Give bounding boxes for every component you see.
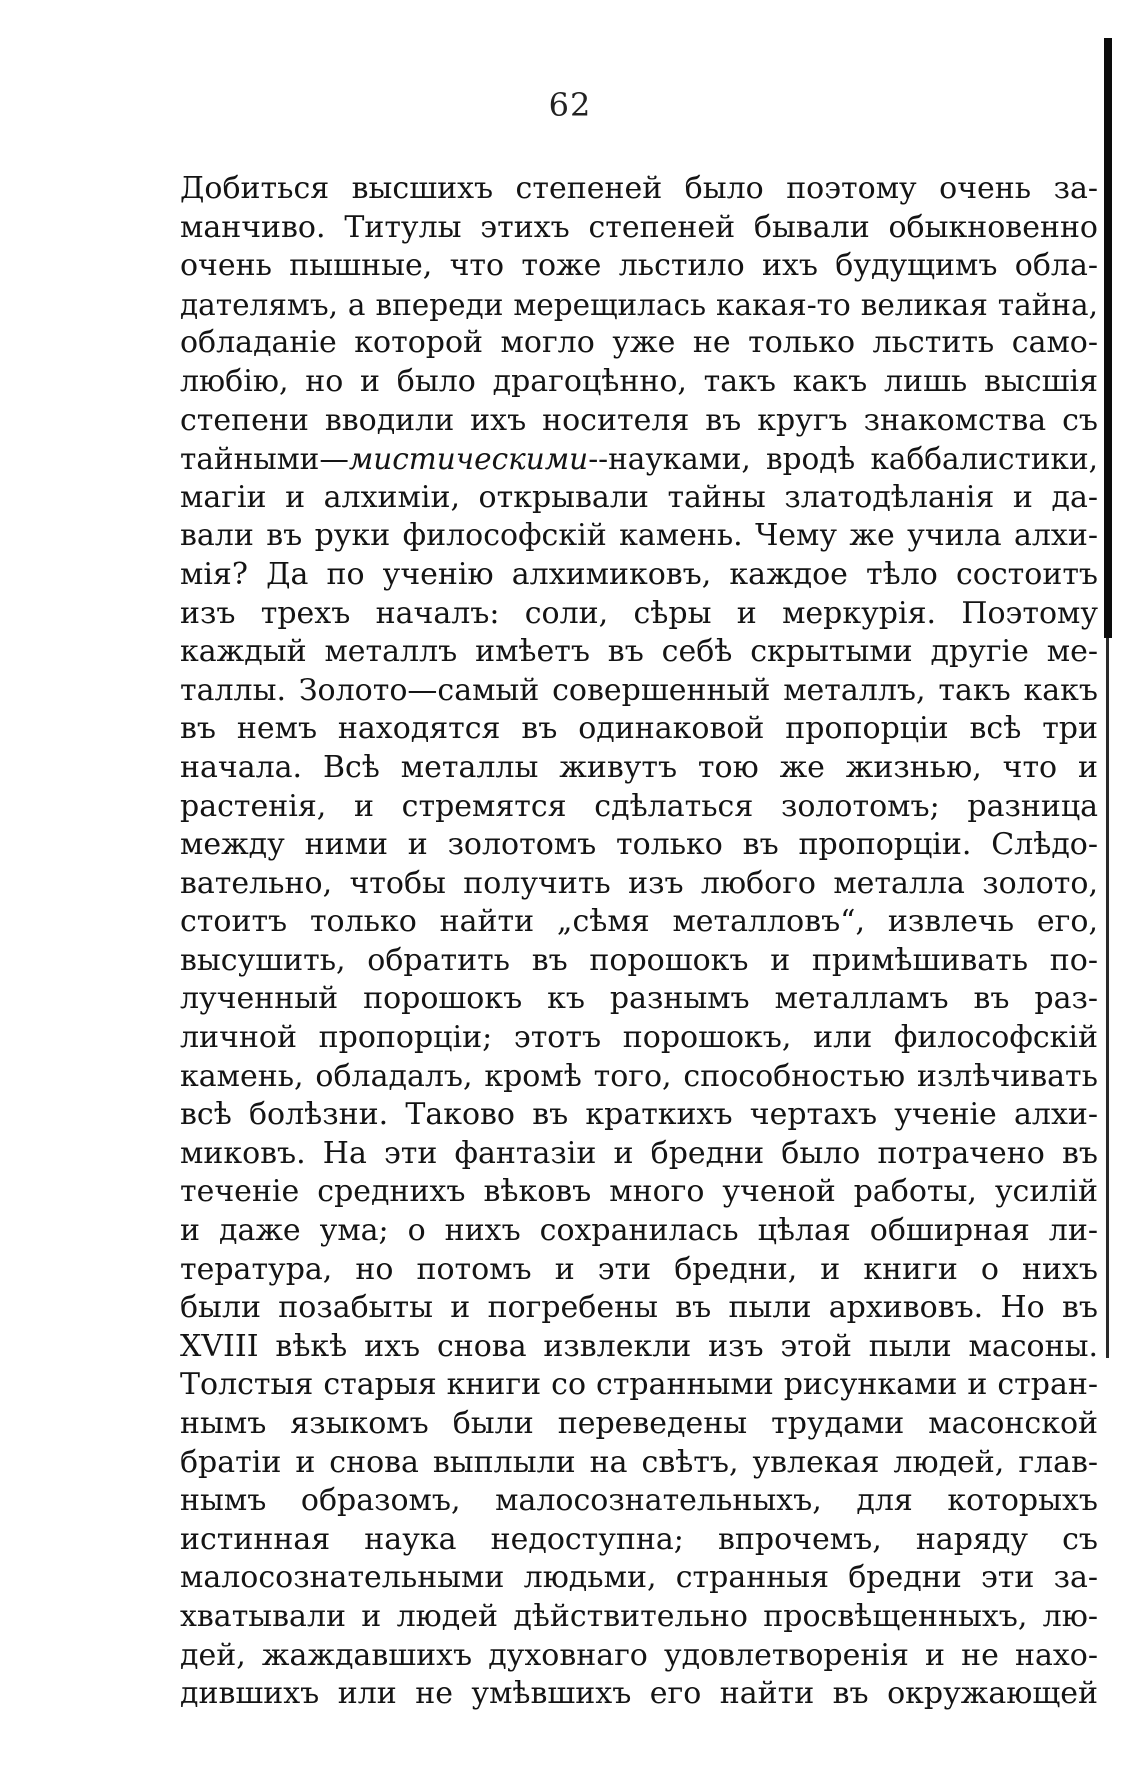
text-line: начала. Всѣ металлы живутъ тою же жизнью, что и [180, 749, 1098, 785]
text-line: дателямъ, а впереди мерещилась какая-то великая тайна, [180, 287, 1098, 322]
text-line: въ немъ находятся въ одинаковой пропорціи всѣ три [180, 711, 1098, 747]
text-line: миковъ. На эти фантазіи и бредни было потрачено въ [180, 1135, 1098, 1171]
text-line: лученный порошокъ къ разнымъ металламъ въ раз- [180, 981, 1098, 1017]
text-line: таллы. Золото—самый совершенный металлъ, такъ какъ [180, 672, 1098, 708]
text-line: хватывали и людей дѣйствительно просвѣщенныхъ, лю- [180, 1598, 1098, 1634]
text-line: мія? Да по ученію алхимиковъ, каждое тѣло состоитъ [180, 556, 1098, 592]
text-line: нымъ языкомъ были переведены трудами масонской [180, 1406, 1098, 1441]
text-line: тайными—мистическими--науками, вродѣ каббалистики, [180, 442, 1098, 477]
text-line: очень пышные, что тоже льстило ихъ будущимъ обла- [180, 248, 1098, 284]
text-line: всѣ болѣзни. Таково въ краткихъ чертахъ ученіе алхи- [180, 1097, 1098, 1133]
text-line: любію, но и было драгоцѣнно, такъ какъ лишь высшія [180, 363, 1098, 399]
text-line: растенія, и стремятся сдѣлаться золотомъ; разница [180, 788, 1098, 824]
emphasized-word: мистическими [348, 442, 589, 477]
text-line: личной пропорціи; этотъ порошокъ, или философскій [180, 1020, 1098, 1056]
text-line: дившихъ или не умѣвшихъ его найти въ окружающей [180, 1676, 1098, 1712]
text-line: магіи и алхиміи, открывали тайны златодѣланія и да- [180, 479, 1098, 515]
text-line: стоитъ только найти „сѣмя металловъ“, извлечь его, [180, 904, 1098, 940]
text-line: братіи и снова выплыли на свѣтъ, увлекая людей, глав- [180, 1444, 1098, 1480]
text-line: камень, обладалъ, кромѣ того, способностью излѣчивать [180, 1058, 1098, 1094]
text-line: XVIII вѣкѣ ихъ снова извлекли изъ этой пыли масоны. [180, 1328, 1098, 1364]
page-edge-line [1106, 638, 1109, 1358]
text-line: были позабыты и погребены въ пыли архивовъ. Но въ [180, 1290, 1098, 1326]
text-line: Толстыя старыя книги со странными рисунками и стран- [180, 1367, 1098, 1403]
text-line: обладаніе которой могло уже не только льстить само- [180, 325, 1098, 361]
text-line: малосознательными людьми, странныя бредни эти за- [180, 1560, 1098, 1596]
text-line: вательно, чтобы получить изъ любого металла золото, [180, 865, 1098, 901]
text-line: изъ трехъ началъ: соли, сѣры и меркурія. Поэтому [180, 595, 1098, 631]
text-line: теченіе среднихъ вѣковъ много ученой работы, усилій [180, 1174, 1098, 1210]
text-line: дей, жаждавшихъ духовнаго удовлетворенія и не нахо- [180, 1637, 1098, 1673]
text-line: высушить, обратить въ порошокъ и примѣшивать по- [180, 942, 1098, 978]
text-line: истинная наука недоступна; впрочемъ, наряду съ [180, 1521, 1098, 1557]
text-line: каждый металлъ имѣетъ въ себѣ скрытыми другіе ме- [180, 634, 1098, 670]
text-line: вали въ руки философскій камень. Чему же учила алхи- [180, 518, 1098, 554]
body-text [180, 170, 1098, 1714]
text-line: тература, но потомъ и эти бредни, и книги о нихъ [180, 1251, 1098, 1287]
text-line: нымъ образомъ, малосознательныхъ, для которыхъ [180, 1483, 1098, 1519]
page-edge-shadow [1104, 38, 1112, 638]
text-line: манчиво. Титулы этихъ степеней бывали обыкновенно [180, 209, 1098, 245]
text-line: степени вводили ихъ носителя въ кругъ знакомства съ [180, 402, 1098, 438]
page-number: 62 [548, 86, 592, 124]
text-line: и даже ума; о нихъ сохранилась цѣлая обширная ли- [180, 1213, 1098, 1249]
text-line: между ними и золотомъ только въ пропорціи. Слѣдо- [180, 827, 1098, 863]
text-line: Добиться высшихъ степеней было поэтому очень за- [180, 171, 1098, 206]
